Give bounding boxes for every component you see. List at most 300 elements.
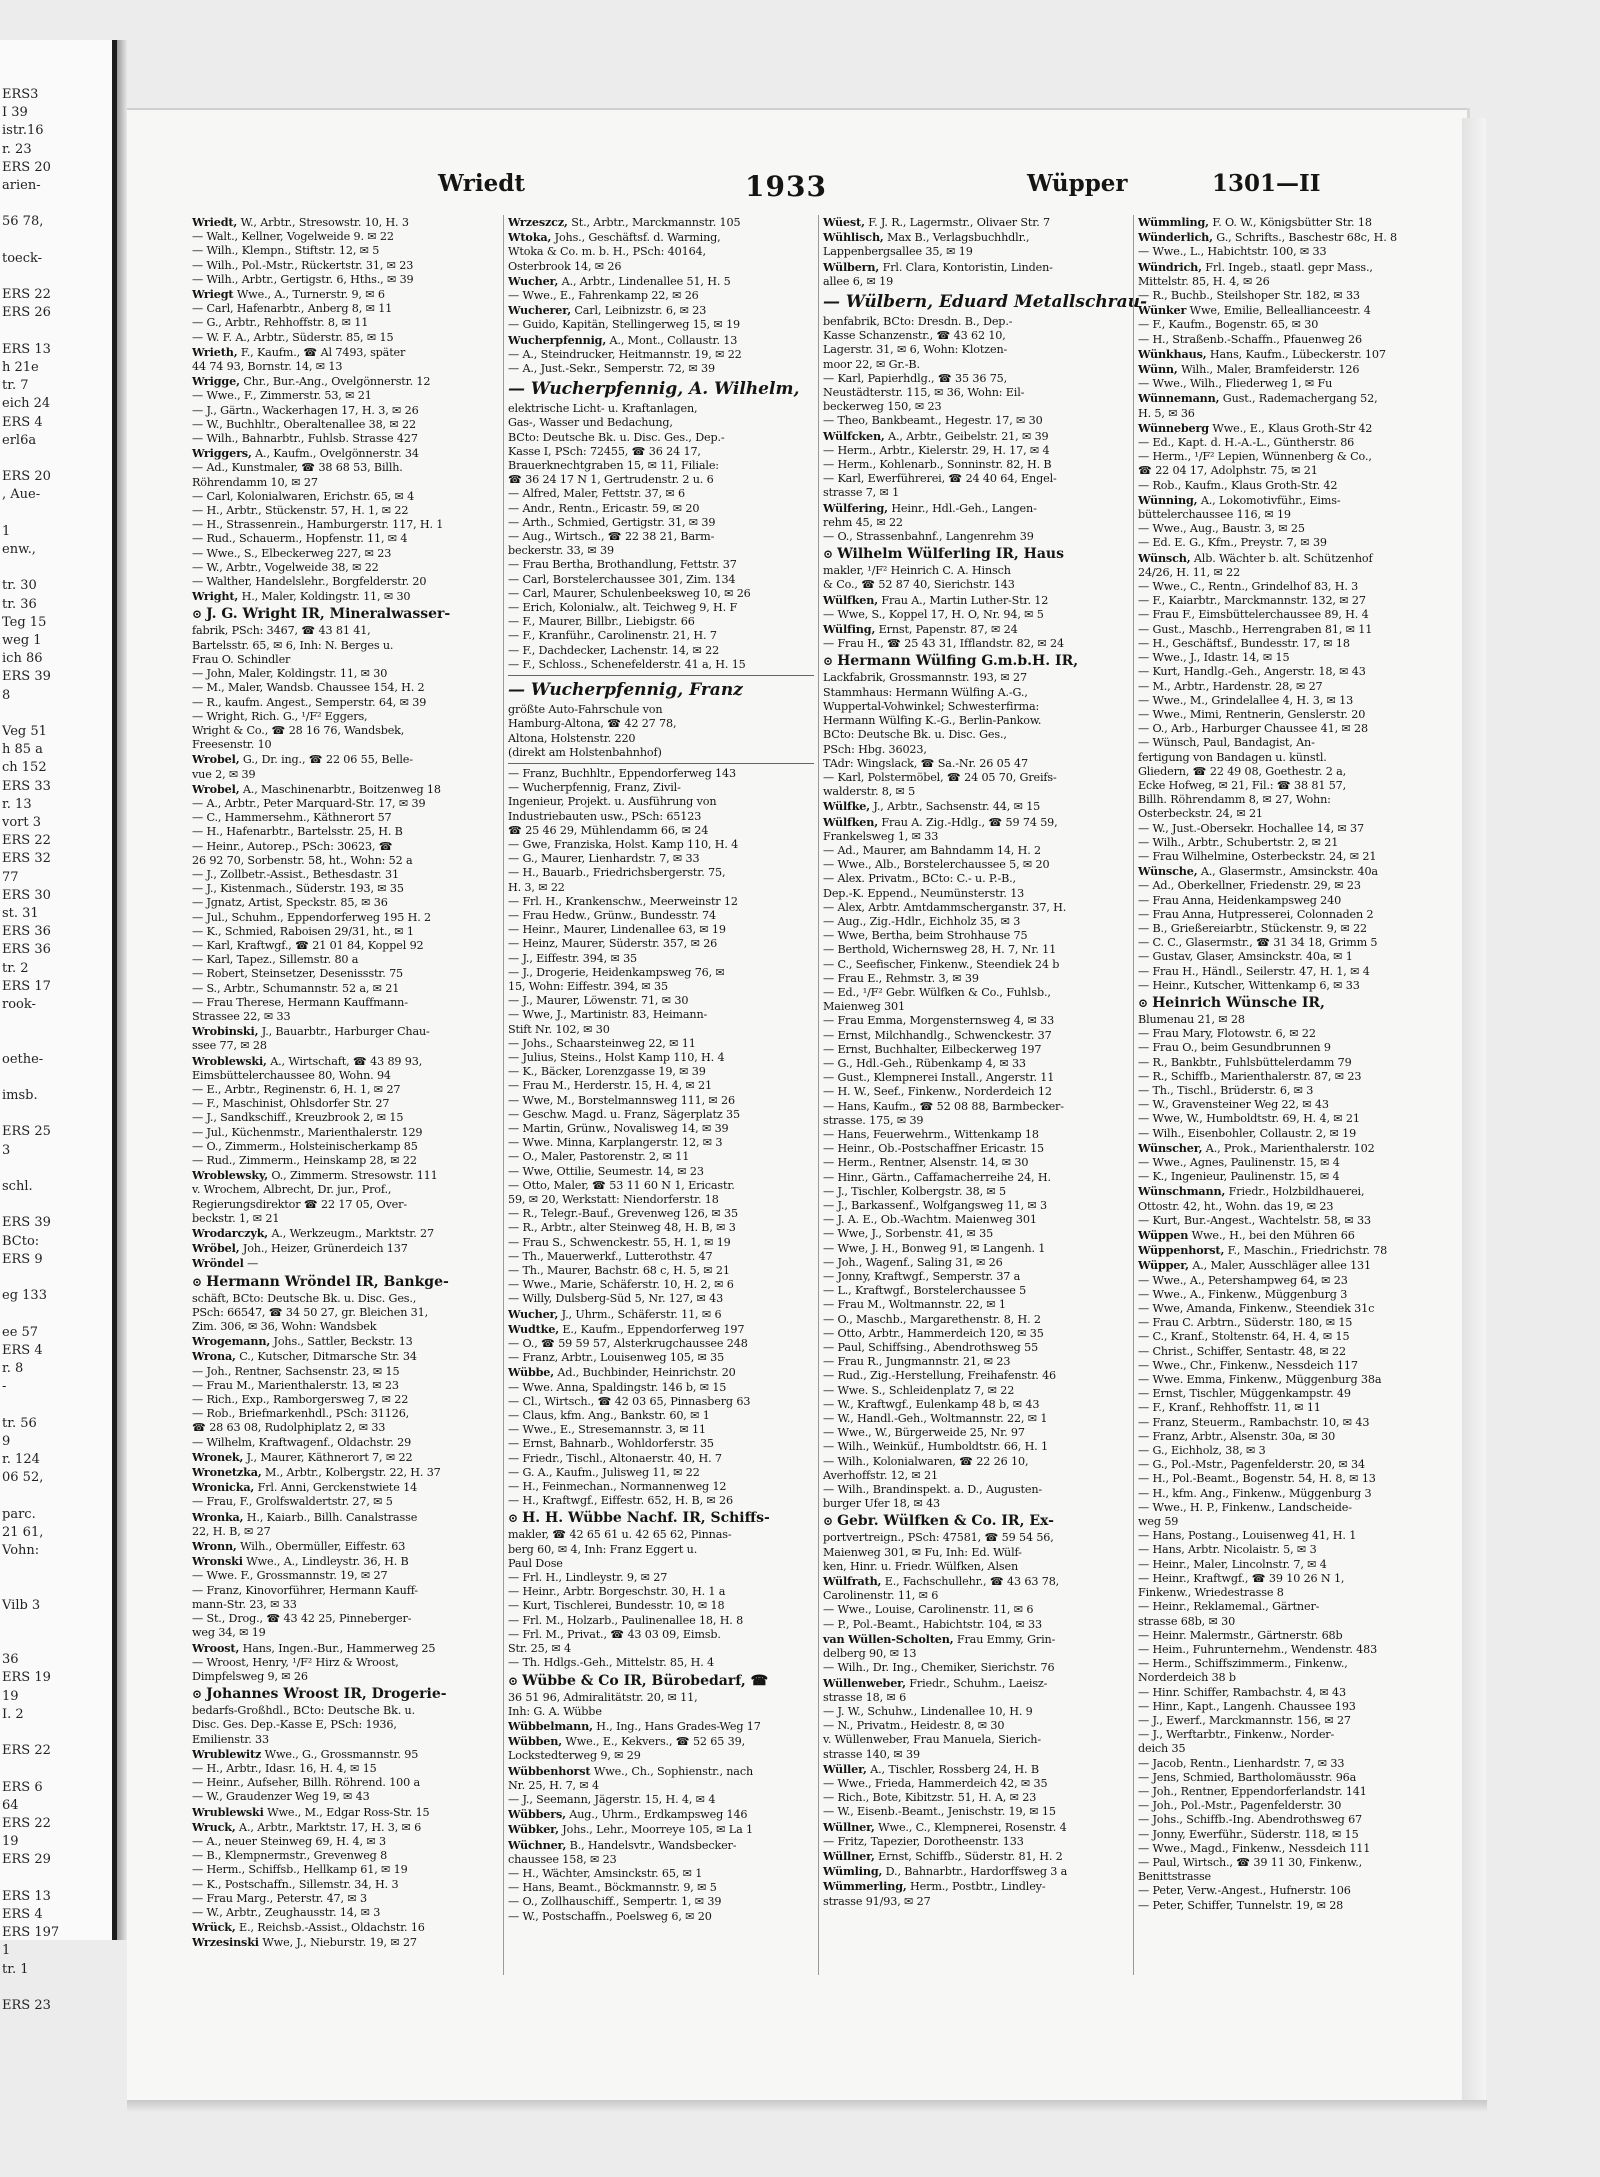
entry-text: Gust., Rademachergang 52, [1219,392,1378,406]
entry-text: Lackfabrik, Grossmannstr. 193, ✉ 27 [823,671,1027,685]
directory-entry [192,710,499,724]
directory-entry [508,362,814,376]
directory-entry [508,348,814,362]
directory-entry [508,1065,814,1079]
entry-text: Frau A., Martin Luther-Str. 12 [878,593,1049,607]
entry-text: — Wünsch, Paul, Bandagist, An- [1138,736,1315,750]
directory-entry [823,986,1129,1000]
entry-text: — E., Arbtr., Reginenstr. 6, H. 1, ✉ 27 [192,1082,401,1096]
entry-text: — Frau Therese, Hermann Kauffmann- [192,995,408,1009]
directory-entry [192,882,499,896]
entry-text: Frau O. Schindler [192,652,291,666]
entry-text: — G., Hdl.-Geh., Rübenkamp 4, ✉ 33 [823,1056,1026,1070]
directory-entry [823,771,1129,785]
facing-page-fragment: ERS 6 [2,1779,43,1795]
directory-entry [192,504,499,518]
directory-entry [1138,1870,1444,1884]
facing-page-fragment: ERS 22 [2,1743,51,1759]
directory-entry [823,785,1129,799]
directory-entry [508,1395,814,1409]
entry-text: — F., Kaiarbtr., Marckmannstr. 132, ✉ 27 [1138,594,1366,608]
entry-text: H., Maler, Koldingstr. 11, ✉ 30 [238,590,411,604]
directory-entry [192,967,499,981]
directory-entry [508,1807,814,1822]
entry-text: A., Mont., Collaustr. 13 [606,333,738,347]
firm-entry-text: Gebr. Wülfken & Co. IR, Ex- [837,1513,1054,1530]
entry-text: 24/26, H. 11, ✉ 22 [1138,565,1241,579]
directory-entry [508,1023,814,1037]
entry-text: — Theo, Bankbeamt., Hegestr. 17, ✉ 30 [823,414,1043,428]
facing-page-fragment: toeck- [2,250,43,266]
entry-text: — Hans, Beamt., Böckmannstr. 9, ✉ 5 [508,1881,717,1895]
directory-entry [192,840,499,854]
facing-page-fragment: schl. [2,1179,33,1194]
directory-entry [508,923,814,937]
directory-entry [508,1365,814,1380]
directory-entry [192,446,499,461]
facing-page-fragment: 8 [2,687,11,703]
entry-text: ☎ 22 04 17, Adolphstr. 75, ✉ 21 [1138,464,1318,478]
directory-entry [1138,1214,1444,1228]
firm-entry-text: Wilhelm Wülferling IR, Haus [837,546,1064,563]
entry-text: J., Uhrm., Schäferstr. 11, ✉ 6 [558,1307,722,1321]
header-first-entry: Wriedt [438,170,525,197]
entry-text: — Ernst, Buchhalter, Eilbeckerweg 197 [823,1042,1042,1056]
entry-text: — Ad., Maurer, am Bahndamm 14, H. 2 [823,843,1042,857]
directory-entry [192,996,499,1010]
entry-text: Frl. Clara, Kontoristin, Linden- [879,260,1053,274]
entry-text: H., Ing., Hans Grades-Weg 17 [592,1719,761,1733]
directory-entry [1138,536,1444,550]
directory-entry [1138,1127,1444,1141]
directory-entry [1138,245,1444,259]
directory-entry [192,1539,499,1554]
directory-entry [823,486,1129,500]
entry-text: rehm 45, ✉ 22 [823,515,903,529]
directory-entry [508,473,814,487]
directory-entry [1138,736,1444,750]
directory-entry [192,811,499,825]
directory-entry [1138,1785,1444,1799]
directory-entry [823,1384,1129,1398]
entry-text: — Wwe., Frieda, Hammerdeich 42, ✉ 35 [823,1776,1048,1790]
entry-text: — Claus, kfm. Ang., Bankstr. 60, ✉ 1 [508,1409,710,1423]
entry-text: Lagerstr. 31, ✉ 6, Wohn: Klotzen- [823,343,1008,357]
registered-firm-mark: ⊙ [823,547,834,562]
directory-entry [508,1734,814,1749]
directory-entry [1138,665,1444,679]
entry-text: — Wwe., Chr., Finkenw., Nessdeich 117 [1138,1358,1358,1372]
entry-surname: Wülfcken, [823,428,885,443]
directory-entry [1138,303,1444,318]
entry-text: — Martin, Grünw., Novalisweg 14, ✉ 39 [508,1121,729,1135]
directory-entry [823,901,1129,915]
directory-entry [192,1704,499,1718]
entry-text: Ecke Hofweg, ✉ 21, Fil.: ☎ 38 81 57, [1138,778,1347,792]
entry-text: — H., Pol.-Beamt., Bogenstr. 54, H. 8, ✉ 13 [1138,1472,1376,1486]
directory-entry [508,1037,814,1051]
facing-page-fragment: ERS 17 [2,978,51,994]
registered-firm-mark: ⊙ [508,1511,519,1526]
directory-entry [508,717,814,731]
directory-entry [192,1656,499,1670]
directory-entry [192,925,499,939]
directory-entry [508,1749,814,1763]
header-page-number: 1301—II [1212,170,1321,197]
facing-page-fragment: tr. 1 [2,1961,29,1977]
directory-entry [508,866,814,880]
directory-entry [823,1185,1129,1199]
directory-entry [192,825,499,839]
directory-entry [1138,1515,1444,1529]
directory-entry [508,601,814,615]
facing-page-fragment: 56 78, [2,214,44,230]
entry-text: O., Zimmerm. Stresowstr. 111 [267,1169,438,1183]
directory-entry [823,1835,1129,1849]
entry-text: — Franz, Arbtr., Louisenweg 105, ✉ 35 [508,1351,725,1365]
directory-entry [823,516,1129,530]
directory-entry [823,1355,1129,1369]
entry-text: — L., Kraftwgf., Borstelerchaussee 5 [823,1284,1027,1298]
directory-entry [1138,864,1444,879]
directory-entry [192,389,499,403]
firm-entry [192,1685,499,1703]
entry-text: — Paul, Wirtsch., ☎ 39 11 30, Finkenw., [1138,1855,1363,1869]
entry-text: — Wwe, J., Martinistr. 83, Heimann- [508,1008,708,1022]
directory-entry [508,781,814,795]
entry-text: — Wilh., Klempn., Stiftstr. 12, ✉ 5 [192,244,380,258]
directory-entry [1138,1586,1444,1600]
entry-surname: Wudtke, [508,1321,559,1336]
entry-text: Finkenw., Wriedestrasse 8 [1138,1586,1284,1600]
entry-text: BCto: Deutsche Bk. u. Disc. Ges., Dep.- [508,430,725,444]
directory-entry [823,1270,1129,1284]
directory-entry [1138,850,1444,864]
directory-entry [192,1054,499,1069]
entry-text: Disc. Ges. Dep.-Kasse E, PSch: 1936, [192,1718,397,1732]
entry-text: A., Tischler, Rossberg 24, H. B [866,1762,1039,1776]
entry-surname: Wüpper, [1138,1258,1189,1273]
directory-entry [192,1365,499,1379]
entry-text: — Christ., Schiffer, Sentastr. 48, ✉ 22 [1138,1344,1346,1358]
directory-entry [192,575,499,589]
directory-entry [508,1079,814,1093]
directory-entry [823,1676,1129,1691]
entry-text: — Wilh., Weinküf., Humboldtstr. 66, H. 1 [823,1440,1048,1454]
directory-entry [508,530,814,544]
facing-page-fragment: 21 61, [2,1524,44,1540]
entry-surname: Wronka, [192,1509,244,1524]
directory-entry [192,1733,499,1747]
entry-text: — K., Bäcker, Lorenzgasse 19, ✉ 39 [508,1065,706,1079]
entry-text: — Heim., Fuhrunternehm., Wendenstr. 483 [1138,1642,1378,1656]
directory-entry [1138,1112,1444,1126]
directory-entry [1138,1842,1444,1856]
directory-entry [192,518,499,532]
facing-page-fragment: eich 24 [2,396,51,412]
directory-entry [508,1628,814,1642]
entry-text: schäft, BCto: Deutsche Bk. u. Disc. Ges., [192,1291,417,1305]
entry-surname: Wrzeszcz, [508,215,568,229]
entry-text: — O., Zimmerm., Holsteinischerkamp 85 [192,1139,418,1153]
directory-entry [508,502,814,516]
entry-text: Ernst, Schiffb., Süderstr. 81, H. 2 [874,1849,1063,1863]
directory-entry [508,1207,814,1221]
directory-entry [192,1069,499,1083]
directory-entry [508,1108,814,1122]
entry-text: — Peter, Schiffer, Tunnelstr. 19, ✉ 28 [1138,1898,1344,1912]
directory-entry [192,1465,499,1480]
entry-text: Paul Dose [508,1556,563,1570]
directory-entry [508,1193,814,1207]
facing-page-fragment: ERS 13 [2,341,51,357]
entry-text: — O., Maler, Pastorenstr. 2, ✉ 11 [508,1150,690,1164]
directory-entry [192,547,499,561]
facing-page-fragment: tr. 7 [2,378,29,394]
directory-entry [192,939,499,953]
entry-text: — R., kaufm. Angest., Semperstr. 64, ✉ 39 [192,695,427,709]
entry-text: — Carl, Kolonialwaren, Erichstr. 65, ✉ 4 [192,489,415,503]
entry-text: H. 3, ✉ 22 [508,880,565,894]
directory-entry [1138,1529,1444,1543]
entry-text: mann-Str. 23, ✉ 33 [192,1597,297,1611]
directory-entry [192,230,499,244]
entry-surname: Wriegt [192,287,234,302]
entry-text: — Johs., Schaarsteinweg 22, ✉ 11 [508,1036,696,1050]
entry-text: Carolinenstr. 11, ✉ 6 [823,1589,939,1603]
facing-page-fragment: 77 [2,869,19,885]
entry-text: Aug., Uhrm., Erdkampsweg 146 [565,1808,748,1822]
entry-surname: Wülfken, [823,814,879,829]
entry-text: — Frau Emma, Morgensternsweg 4, ✉ 33 [823,1014,1055,1028]
entry-surname: Wümling, [823,1864,883,1879]
facing-page-fragment: Vilb 3 [2,1597,41,1613]
entry-surname: Wübbe, [508,1365,555,1380]
directory-entry [508,1278,814,1292]
directory-entry [192,1241,499,1256]
entry-surname: Wronek, [192,1449,244,1464]
directory-entry [1138,1671,1444,1685]
entry-text: — Hans, Kaufm., ☎ 52 08 88, Barmbecker- [823,1099,1064,1113]
directory-entry [508,644,814,658]
entry-text: — H., Straßenb.-Schaffn., Pfauenweg 26 [1138,332,1362,346]
firm-entry-text: Hermann Wülfing G.m.b.H. IR, [837,653,1079,670]
directory-entry [823,215,1129,230]
directory-entry [1138,1288,1444,1302]
facing-page-fragment: oethe- [2,1051,44,1067]
entry-text: — Rich., Bote, Kibitzstr. 51, H. A, ✉ 23 [823,1791,1037,1805]
entry-surname: Wümmling, [1138,215,1209,229]
directory-entry [192,1569,499,1583]
entry-text: — Wwe., E., Fahrenkamp 22, ✉ 26 [508,289,699,303]
directory-entry [823,1327,1129,1341]
entry-text: — G., Eichholz, 38, ✉ 3 [1138,1444,1266,1458]
facing-page-fragment: ERS 23 [2,1998,51,2013]
directory-entry [508,1381,814,1395]
directory-entry [192,868,499,882]
directory-entry [508,573,814,587]
directory-entry [823,315,1129,329]
facing-page-fragment: parc. [2,1506,36,1522]
directory-entry [192,1584,499,1598]
directory-entry [1138,1141,1444,1156]
facing-page-fragment: ERS 39 [2,1215,51,1231]
facing-page-fragment: 9 [2,1433,11,1449]
entry-text: Ernst, Papenstr. 87, ✉ 24 [875,623,1018,637]
directory-column-4 [1133,215,1448,1975]
entry-text: B., Handelsvtr., Wandsbecker- [566,1838,737,1852]
directory-entry [1138,623,1444,637]
entry-text: — H., Arbtr., Stückenstr. 57, H. 1, ✉ 22 [192,504,409,518]
entry-surname: Wünn, [1138,362,1178,377]
directory-entry [508,746,814,760]
directory-entry [823,757,1129,771]
facing-page-fragment: 1 [2,1943,11,1959]
entry-surname: Wroblewsky, [192,1168,268,1183]
entry-text: — Rud., Zimmerm., Heinskamp 28, ✉ 22 [192,1154,417,1167]
entry-text: — Ed., ¹/F² Gebr. Wülfken & Co., Fuhlsb., [823,985,1051,999]
directory-entry [192,1334,499,1349]
entry-text: — H., Kraftwgf., Eiffestr. 652, H. B, ✉ 26 [508,1494,733,1508]
entry-text: — Ad., Oberkellner, Friedenstr. 29, ✉ 23 [1138,879,1361,893]
directory-entry [508,289,814,303]
directory-entry [508,445,814,459]
facing-page-fragment: ERS 4 [2,1342,43,1358]
entry-text: (direkt am Holstenbahnhof) [508,745,662,759]
directory-entry [192,1641,499,1656]
entry-text: — Heinr. Malermstr., Gärtnerstr. 68b [1138,1628,1343,1642]
directory-entry [823,530,1129,544]
entry-text: G., Dr. ing., ☎ 22 06 55, Belle- [239,753,413,767]
directory-entry [192,1024,499,1039]
directory-entry [823,943,1129,957]
directory-entry [823,1199,1129,1213]
directory-entry [1138,1401,1444,1415]
entry-text: — H., Feinmechan., Normannenweg 12 [508,1480,727,1494]
directory-entry [823,815,1129,830]
registered-firm-mark: ⊙ [823,1514,834,1529]
directory-entry [508,1779,814,1793]
directory-entry [1138,708,1444,722]
entry-text: — H. W., Seef., Finkenw., Norderdeich 12 [823,1085,1052,1099]
directory-entry [192,1198,499,1212]
directory-entry [192,738,499,752]
entry-text: — Aug., Wirtsch., ☎ 22 38 21, Barm- [508,530,715,544]
directory-entry [1138,1430,1444,1444]
entry-text: F., Kaufm., ☎ Al 7493, später [237,345,406,359]
firm-entry [508,1509,814,1527]
directory-entry [192,532,499,546]
directory-entry [1138,464,1444,478]
entry-surname: Wrück, [192,1920,236,1935]
entry-text: — Wwe., H. P., Finkenw., Landscheide- [1138,1500,1352,1514]
entry-text: Wwe., G., Grossmannstr. 95 [261,1747,419,1761]
directory-entry [1138,1714,1444,1728]
entry-text: — Carl, Borstelerchaussee 301, Zim. 134 [508,572,736,586]
facing-page-fragment: - [2,1379,7,1395]
directory-entry [192,1906,499,1920]
directory-entry [192,1612,499,1626]
entry-text: — Frau Wilhelmine, Osterbeckstr. 24, ✉ 21 [1138,849,1377,863]
directory-entry [508,795,814,809]
entry-surname: Wümmerling, [823,1879,907,1894]
directory-entry [1138,950,1444,964]
entry-surname: Wünderlich, [1138,230,1213,245]
directory-entry [192,1097,499,1111]
facing-page-fragment: arien- [2,178,41,193]
entry-surname: Wübben, [508,1734,562,1749]
entry-text: — C. C., Glasermstr., ☎ 31 34 18, Grimm 5 [1138,936,1378,950]
directory-entry [1138,1728,1444,1742]
entry-text: — Gust., Klempnerei Install., Angerstr. 11 [823,1071,1055,1085]
directory-entry [1138,1643,1444,1657]
directory-entry [508,895,814,909]
entry-text: — Frau H., Händl., Seilerstr. 47, H. 1, ✉ 4 [1138,964,1370,978]
entry-text: Lockstedterweg 9, ✉ 29 [508,1749,641,1763]
entry-text: — W., Graudenzer Weg 19, ✉ 43 [192,1790,370,1804]
directory-entry [823,414,1129,428]
entry-text: — F., Kranführ., Carolinenstr. 21, H. 7 [508,629,717,643]
directory-entry [508,1322,814,1337]
entry-text: — Wwe., Marie, Schäferstr. 10, H. 2, ✉ 6 [508,1278,734,1292]
directory-entry [192,360,499,374]
entry-surname: Wronski [192,1554,243,1569]
entry-text: — Frau Mary, Flotowstr. 6, ✉ 22 [1138,1027,1316,1041]
entry-text: — Friedr., Tischl., Altonaerstr. 40, H. 7 [508,1451,722,1465]
entry-text: — G., Maurer, Lienhardstr. 7, ✉ 33 [508,852,700,866]
directory-entry [823,1705,1129,1719]
directory-entry [508,1179,814,1193]
facing-page-fragment: tr. 2 [2,960,29,976]
entry-text: Hermann Wülfing K.-G., Berlin-Pankow. [823,714,1042,728]
facing-page-fragment: 1 [2,523,11,539]
facing-page-fragment: ERS 9 [2,1251,43,1267]
firm-entry-text: J. G. Wright IR, Mineralwasser- [206,606,451,623]
facing-page-fragment: erl6a [2,432,37,448]
directory-entry [823,830,1129,844]
entry-text: — Ed., Kapt. d. H.-A.-L., Güntherstr. 86 [1138,436,1355,450]
directory-entry [1138,1458,1444,1472]
entry-text: — Otto, Arbtr., Hammerdeich 120, ✉ 35 [823,1326,1044,1340]
entry-text: elektrische Licht- u. Kraftanlagen, [508,402,698,416]
directory-entry [1138,936,1444,950]
directory-entry [1138,1828,1444,1842]
entry-text: Strassee 22, ✉ 33 [192,1009,291,1023]
directory-entry [192,1168,499,1183]
entry-text: — Johs., Schiffb.-Ing. Abendrothsweg 67 [1138,1813,1363,1827]
directory-entry [508,230,814,245]
entry-text: — Frau Hedw., Grünw., Bundesstr. 74 [508,908,716,922]
entry-text: — Wright, Rich. G., ¹/F² Eggers, [192,709,368,723]
entry-text: — Hans, Feuerwehrm., Wittenkamp 18 [823,1127,1039,1141]
directory-entry [823,275,1129,289]
entry-text: — Joh., Pol.-Mstr., Pagenfelderstr. 30 [1138,1799,1342,1813]
entry-surname: Wülfrath, [823,1574,882,1589]
entry-text: — Wwe. S., Schleidenplatz 7, ✉ 22 [823,1383,1015,1397]
entry-text: H., Kaiarb., Billh. Canalstrasse [243,1510,418,1524]
directory-columns [188,215,1464,1975]
directory-entry [508,1236,814,1250]
entry-text: — Wilh., Dr. Ing., Chemiker, Sierichstr. 76 [823,1661,1055,1675]
directory-entry [508,937,814,951]
entry-text: — Wwe., L., Habichtstr. 100, ✉ 33 [1138,245,1327,259]
directory-entry [508,629,814,643]
directory-entry [192,476,499,490]
entry-text: — Robert, Steinsetzer, Desenissstr. 75 [192,967,404,981]
entry-text: — Frau Marg., Peterstr. 47, ✉ 3 [192,1891,367,1905]
directory-entry [823,958,1129,972]
directory-entry [508,1867,814,1881]
